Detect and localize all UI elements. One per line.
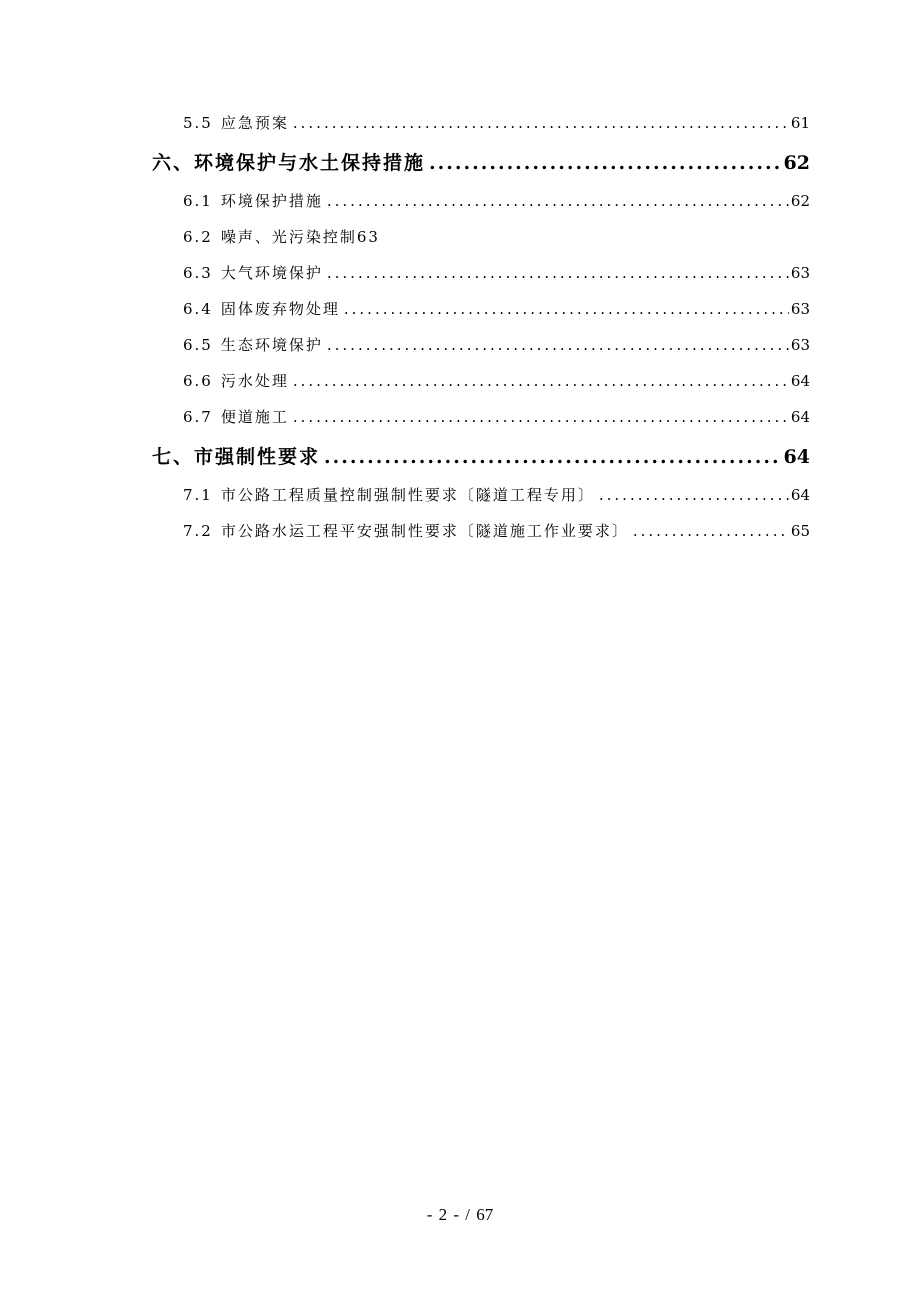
dot-leader [633, 522, 789, 540]
toc-entry-number: 7.1 [183, 486, 213, 504]
toc-entry-title: 大气环境保护 [220, 264, 323, 282]
toc-entry-number: 6.5 [183, 336, 213, 354]
toc-entry-page: 63 [790, 264, 810, 282]
toc-entry-6-2[interactable] [183, 226, 380, 247]
toc-entry-number: 5.5 [183, 114, 213, 132]
toc-entry-6-1[interactable] [183, 190, 810, 211]
toc-entry-page: 64 [790, 372, 810, 390]
page-number-footer: - 2 - / 67 [426, 1205, 494, 1224]
toc-section-7[interactable] [152, 442, 810, 469]
dot-leader [293, 372, 789, 390]
toc-entry-number: 6.6 [183, 372, 213, 390]
dot-leader [293, 114, 789, 132]
toc-entry-page: 65 [790, 522, 810, 540]
dot-leader [327, 192, 789, 210]
toc-entry-number: 6.7 [183, 408, 213, 426]
toc-entry-title: 生态环境保护 [220, 336, 323, 354]
toc-entry-page: 63 [790, 336, 810, 354]
toc-entry-title: 环境保护措施 [220, 192, 323, 210]
toc-entry-6-6[interactable] [183, 370, 810, 391]
toc-entry-number: 6.1 [183, 192, 213, 210]
toc-entry-7-1[interactable] [183, 484, 810, 505]
toc-entry-7-2[interactable] [183, 520, 810, 541]
toc-entry-page: 64 [790, 486, 810, 504]
toc-section-title: 环境保护与水土保持措施 [194, 152, 426, 174]
toc-section-page: 64 [783, 446, 810, 468]
toc-entry-number: 6.3 [183, 264, 213, 282]
toc-entry-6-5[interactable] [183, 334, 810, 355]
dot-leader [327, 336, 789, 354]
toc-entry-title: 便道施工 [220, 408, 289, 426]
toc-section-title: 市强制性要求 [194, 446, 321, 468]
toc-entry-5-5[interactable] [183, 112, 810, 133]
toc-entry-title: 市公路水运工程平安强制性要求〔隧道施工作业要求〕 [220, 522, 629, 540]
toc-entry-number: 6.4 [183, 300, 213, 318]
dot-leader [324, 446, 782, 468]
toc-entry-title: 市公路工程质量控制强制性要求〔隧道工程专用〕 [220, 486, 595, 504]
toc-entry-6-7[interactable] [183, 406, 810, 427]
toc-entry-title: 噪声、光污染控制63 [220, 228, 380, 246]
dot-leader [293, 408, 789, 426]
toc-section-6[interactable] [152, 148, 810, 175]
toc-section-number: 六、 [152, 152, 195, 174]
toc-entry-title: 固体废弃物处理 [220, 300, 340, 318]
toc-entry-number: 7.2 [183, 522, 213, 540]
toc-entry-page: 64 [790, 408, 810, 426]
dot-leader [327, 264, 789, 282]
toc-section-page: 62 [783, 152, 810, 174]
toc-entry-page: 62 [790, 192, 810, 210]
dot-leader [599, 486, 789, 504]
toc-entry-6-4[interactable] [183, 298, 810, 319]
toc-entry-page: 61 [790, 114, 810, 132]
dot-leader [344, 300, 789, 318]
toc-entry-title: 污水处理 [220, 372, 289, 390]
dot-leader [429, 152, 782, 174]
toc-entry-page: 63 [790, 300, 810, 318]
toc-entry-title: 应急预案 [220, 114, 289, 132]
toc-section-number: 七、 [152, 446, 195, 468]
toc-entry-6-3[interactable] [183, 262, 810, 283]
toc-entry-number: 6.2 [183, 228, 213, 246]
